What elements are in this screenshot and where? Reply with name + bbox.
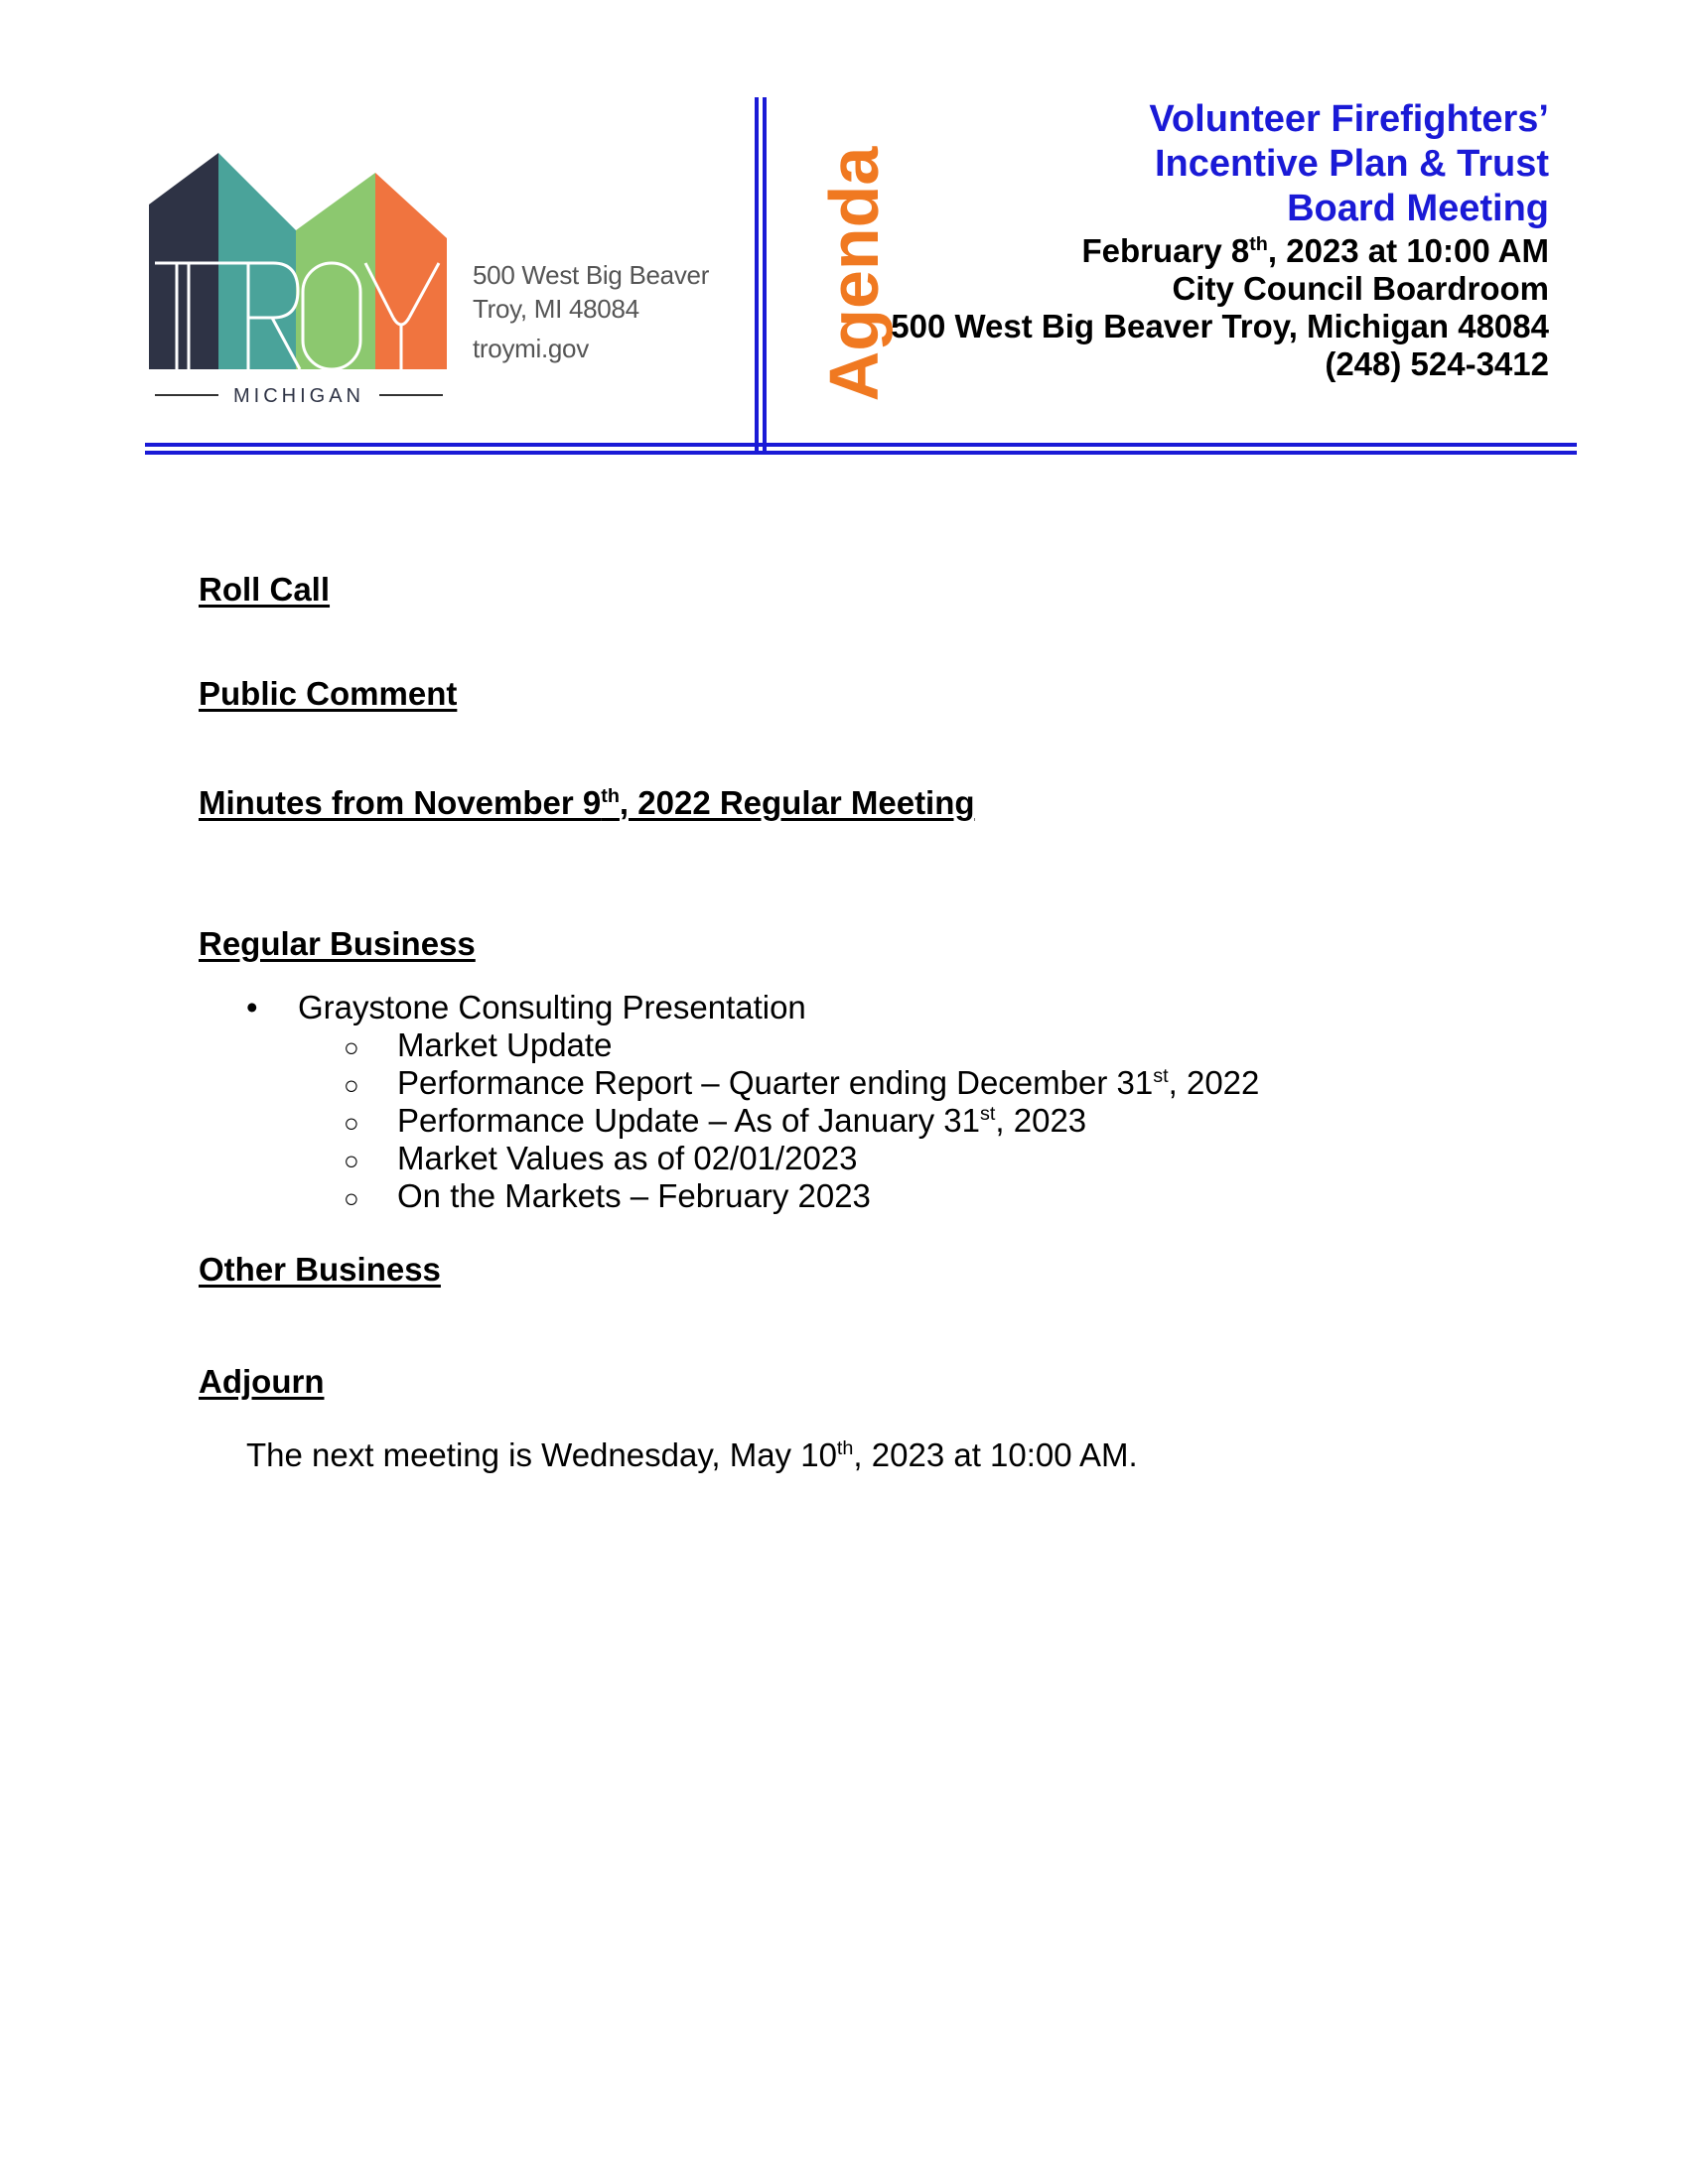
section-regular-business: Regular Business (199, 925, 476, 962)
sub-item-market-values: ○ Market Values as of 02/01/2023 (344, 1140, 858, 1176)
header-title-line1: Volunteer Firefighters’ (1149, 98, 1549, 140)
sub-item-performance-report: ○ Performance Report – Quarter ending December 31st, 2022 (344, 1064, 1260, 1101)
meeting-location: City Council Boardroom (1172, 270, 1549, 307)
address-line1: 500 West Big Beaver (473, 260, 710, 290)
header-vertical-rule-right (763, 97, 767, 451)
header-horizontal-rule-top (145, 443, 1577, 447)
header-title-line3: Board Meeting (1287, 188, 1549, 229)
next-meeting-note: The next meeting is Wednesday, May 10th, 2023 at 10:00 AM. (246, 1436, 1138, 1473)
sub-item-on-the-markets: ○ On the Markets – February 2023 (344, 1177, 871, 1214)
meeting-address: 500 West Big Beaver Troy, Michigan 48084 (891, 308, 1549, 344)
meeting-phone: (248) 524-3412 (1325, 345, 1549, 382)
header-horizontal-rule-bottom (145, 451, 1577, 455)
section-minutes: Minutes from November 9th, 2022 Regular Meeting (199, 784, 975, 821)
meeting-date: February 8th, 2023 at 10:00 AM (1081, 232, 1549, 269)
logo-subtitle: MICHIGAN (233, 385, 364, 407)
section-other-business: Other Business (199, 1251, 441, 1288)
troy-logo (149, 149, 452, 407)
sub-item-performance-update: ○ Performance Update – As of January 31st, 2023 (344, 1102, 1087, 1139)
section-adjourn: Adjourn (199, 1363, 325, 1400)
circle-bullet-icon: ○ (344, 1032, 359, 1062)
circle-bullet-icon: ○ (344, 1146, 359, 1175)
section-public-comment: Public Comment (199, 675, 458, 712)
header-vertical-rule-left (755, 97, 759, 451)
circle-bullet-icon: ○ (344, 1108, 359, 1138)
sub-item-market-update: ○ Market Update (344, 1026, 613, 1063)
circle-bullet-icon: ○ (344, 1183, 359, 1213)
address-line2: Troy, MI 48084 (473, 294, 639, 324)
list-item-graystone: • Graystone Consulting Presentation (246, 989, 806, 1025)
section-roll-call: Roll Call (199, 571, 331, 608)
circle-bullet-icon: ○ (344, 1070, 359, 1100)
header-title-line2: Incentive Plan & Trust (1155, 143, 1549, 185)
website-link[interactable]: troymi.gov (473, 334, 589, 363)
agenda-label: Agenda (815, 146, 893, 402)
bullet-icon: • (246, 989, 258, 1025)
